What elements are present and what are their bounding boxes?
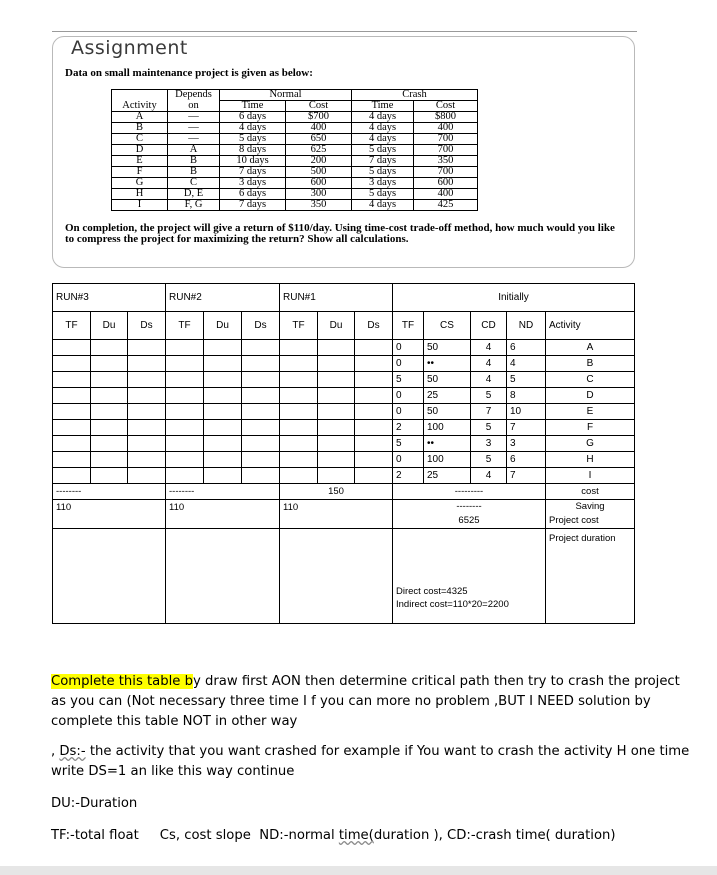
crash-header: Crash: [352, 90, 478, 101]
run2-tf-header: TF: [166, 312, 204, 340]
initially-header: Initially: [393, 284, 635, 312]
project-duration-label: Project duration: [546, 529, 635, 624]
run1-du-header: Du: [318, 312, 355, 340]
activity-header-blank: [112, 90, 168, 101]
data-row: I F, G 7 days 350 4 days 425: [112, 200, 478, 211]
run1-saving: 110: [280, 500, 393, 529]
data-row: B — 4 days 400 4 days 400: [112, 123, 478, 134]
run3-tf-header: TF: [53, 312, 91, 340]
run2-saving: 110: [166, 500, 280, 529]
run2-du-header: Du: [204, 312, 242, 340]
run3-header: RUN#3: [53, 284, 166, 312]
init-tf-header: TF: [393, 312, 424, 340]
run2-ds-header: Ds: [242, 312, 280, 340]
table-row: 2 25 4 7 I: [53, 468, 635, 484]
bottom-scrollbar[interactable]: [0, 866, 717, 875]
normal-cost-header: Cost: [286, 101, 352, 112]
saving-row: [53, 500, 635, 529]
run2-header: RUN#2: [166, 284, 280, 312]
assignment-card: [52, 36, 635, 268]
data-row: F B 7 days 500 5 days 700: [112, 167, 478, 178]
on-header: on: [168, 101, 220, 112]
cost-row: -------- -------- 150 --------- cost: [53, 484, 635, 500]
crash-time-header: Time: [352, 101, 414, 112]
table-row: 2 100 5 7 F: [53, 420, 635, 436]
run3-saving: 110: [53, 500, 166, 529]
run3-du-header: Du: [91, 312, 128, 340]
table-row: 0 100 5 6 H: [53, 452, 635, 468]
crash-cost-header: Cost: [414, 101, 478, 112]
table-row: 5 •• 3 3 G: [53, 436, 635, 452]
data-row: D A 8 days 625 5 days 700: [112, 145, 478, 156]
init-cs-header: CS: [424, 312, 471, 340]
data-row: A — 6 days $700 4 days $800: [112, 112, 478, 123]
duration-row: [53, 529, 635, 624]
data-row: G C 3 days 600 3 days 600: [112, 178, 478, 189]
assignment-question: On completion, the project will give a return of $110/day. Using time-cost trade-off method, how much would you like to compress the project for maximizing the return? Show all calculations.: [65, 222, 615, 245]
data-row: H D, E 6 days 300 5 days 400: [112, 189, 478, 200]
table-row: 0 •• 4 4 B: [53, 356, 635, 372]
table-row: 0 25 5 8 D: [53, 388, 635, 404]
project-cost-label: Project cost: [549, 515, 599, 526]
run1-header: RUN#1: [280, 284, 393, 312]
saving-label: Saving: [575, 501, 605, 512]
init-activity-header: Activity: [546, 312, 635, 340]
indirect-cost: Indirect cost=110*20=2200: [396, 599, 509, 610]
init-nd-header: ND: [507, 312, 546, 340]
cost-label: cost: [546, 484, 635, 500]
instructions: Complete this table by draw first AON then determine critical path then try to crash the project as you can (Not necessary three time I f you can more no problem ,BUT I NEED solution by complete this table NOT in other way , Ds:- the activity that you want crashed for example if You want to crash the activity H one time write DS=1 an like this way continue DU:-Duration TF:-total float Cs, cost slope ND:-normal time(duration ), CD:-crash time( duration): [51, 674, 690, 843]
data-row: C — 5 days 650 4 days 700: [112, 134, 478, 145]
initial-project-cost-cell: -------- 6525: [393, 500, 546, 529]
run1-tf-header: TF: [280, 312, 318, 340]
data-row: E B 10 days 200 7 days 350: [112, 156, 478, 167]
run1-cost: 150: [280, 484, 393, 500]
normal-time-header: Time: [220, 101, 286, 112]
assignment-subtitle: Data on small maintenance project is given as below:: [65, 67, 313, 79]
direct-cost: Direct cost=4325: [396, 586, 468, 597]
run3-ds-header: Ds: [128, 312, 166, 340]
project-data-table: [111, 89, 478, 211]
depends-header: Depends: [168, 90, 220, 101]
init-cd-header: CD: [471, 312, 507, 340]
assignment-title: Assignment: [71, 37, 188, 59]
initial-project-cost: 6525: [458, 515, 480, 526]
top-divider: [52, 31, 637, 32]
activity-header: Activity: [112, 101, 168, 112]
normal-header: Normal: [220, 90, 352, 101]
table-row: 0 50 4 6 A: [53, 340, 635, 356]
cost-summary: [393, 529, 546, 624]
run1-ds-header: Ds: [355, 312, 393, 340]
highlighted-text: Complete this table b: [51, 674, 193, 689]
du-definition: DU:-Duration: [51, 796, 138, 811]
table-row: 0 50 7 10 E: [53, 404, 635, 420]
table-row: 5 50 4 5 C: [53, 372, 635, 388]
crash-runs-table: [52, 283, 635, 624]
